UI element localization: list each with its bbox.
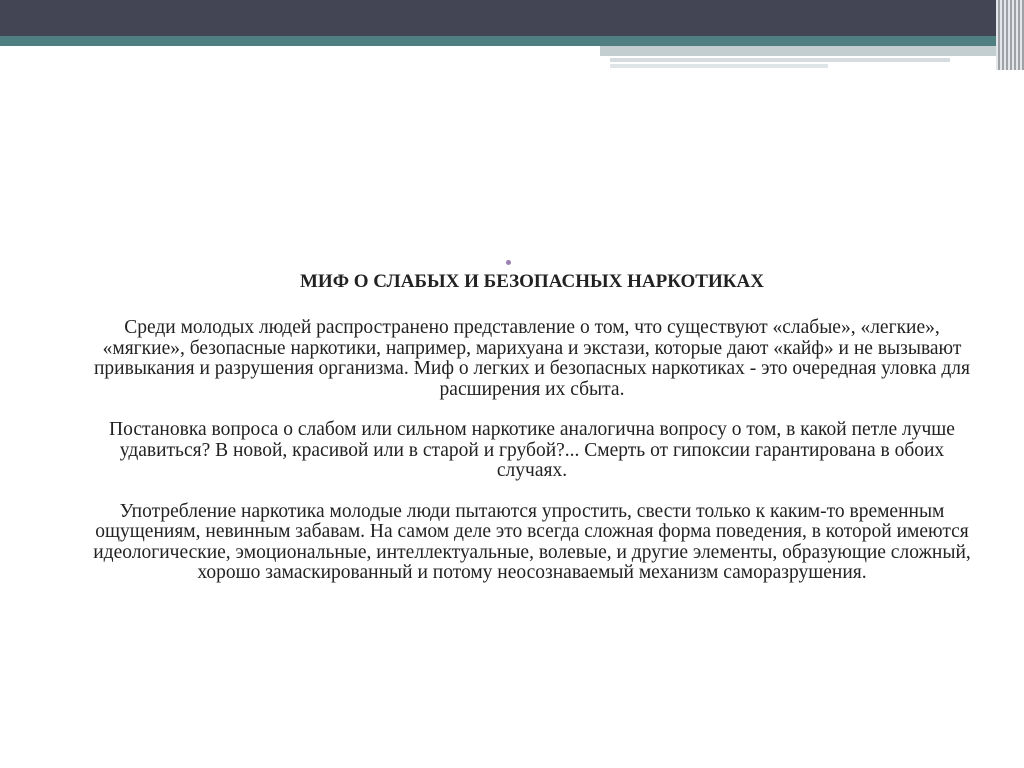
header-band-teal: [0, 36, 1024, 46]
slide-content: [90, 270, 974, 604]
header-stripes: [996, 0, 1024, 70]
header-band-dark: [0, 0, 1024, 36]
paragraph-myth: Среди молодых людей распространено представление о том, что существуют «слабые», «легкие», «мягкие», безопасные наркотики, например, марихуана и экстази, которые дают «кайф» и не вызывают привыкания и разрушения организма. Миф о легких и безопасных наркотиках - это очередная уловка для расширения их сбыта.: [93, 317, 970, 400]
bullet-icon: [506, 260, 511, 265]
header-band-light-line: [610, 58, 950, 62]
paragraph-behavior: Употребление наркотика молодые люди пытаются упростить, свести только к каким-то временным ощущениям, невинным забавам. На самом деле это всегда сложная форма поведения, в которой имеются идеологические, эмоциональные, интеллектуальные, волевые, и другие элементы, образующие сложный, хорошо замаскированный и потому неосознаваемый механизм саморазрушения.: [93, 500, 971, 583]
slide-title: МИФ О СЛАБЫХ И БЕЗОПАСНЫХ НАРКОТИКАХ: [300, 271, 764, 292]
header-band-light: [600, 46, 1024, 56]
header-band-light-line-short: [610, 64, 828, 68]
paragraph-question: Постановка вопроса о слабом или сильном наркотике аналогична вопросу о том, в какой петле лучше удавиться? В новой, красивой или в старой и грубой?... Смерть от гипоксии гарантирована в обоих случаях.: [109, 419, 955, 481]
